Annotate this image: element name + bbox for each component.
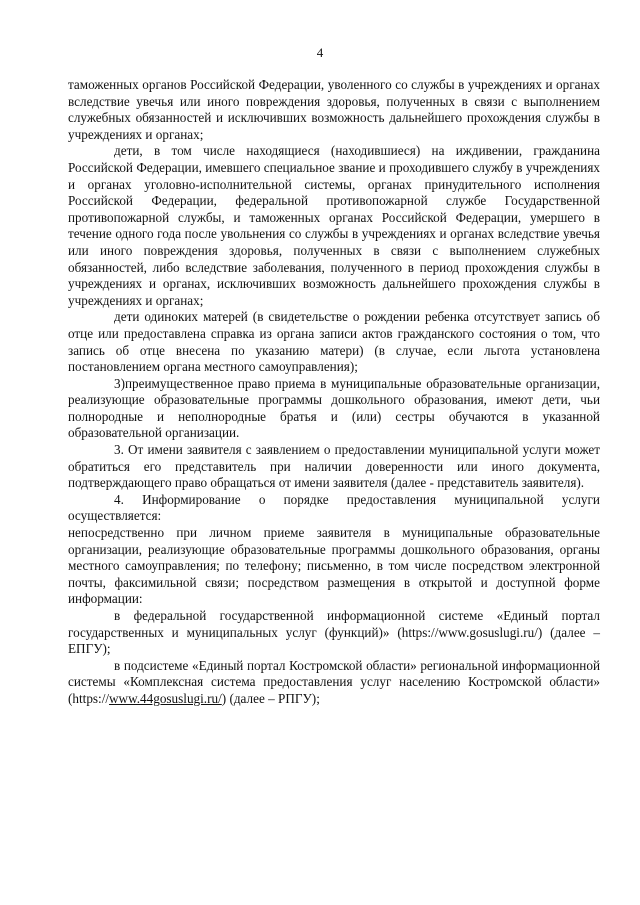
paragraph-informing-methods: непосредственно при личном приеме заявителя в муниципальные образовательные организации, реализующие образовательные программы дошкольного образования, органы местного самоуправления; по телефону; письменно, в том числе посредством электронной почты, факсимильной связи; посредством размещения в открытой и доступной форме информации: [68, 525, 600, 607]
rpgu-text-before: в подсистеме «Единый портал Костромской области» региональной информационной системы «Комплексная система предоставления услуг населению Костромской области» (https:// [68, 657, 600, 706]
paragraph-children-of-deceased: дети, в том числе находящиеся (находившиеся) на иждивении, гражданина Российской Федерации, имевшего специальное звание и проходившего службу в учреждениях и органах уголовно-исполнительной системы, органах принудительного исполнения Российской Федерации, федеральной противопожарной службе Государственной противопожарной службы, и таможенных органах Российской Федерации, умершего в течение одного года после увольнения со службы в учреждениях и органах вследствие увечья или иного повреждения здоровья, полученных в связи с выполнением служебных обязанностей, либо вследствие заболевания, полученного в период прохождения службы в учреждениях и органах, исключивших возможность дальнейшего прохождения службы в учреждениях и органах; [68, 143, 600, 308]
paragraph-informing-heading: 4. Информирование о порядке предоставления муниципальной услуги осуществляется: [68, 491, 600, 524]
paragraph-epgu: в федеральной государственной информационной системе «Единый портал государственных и муниципальных услуг (функций)» (https://www.gosuslugi.ru/) (далее – ЕПГУ); [68, 608, 600, 657]
paragraph-preferential-right: 3)преимущественное право приема в муниципальные образовательные организации, реализующие образовательные программы дошкольного образования, имеют дети, чьи полнородные и неполнородные братья и (или) сестры обучаются в указанной образовательной организации. [68, 375, 600, 441]
paragraph-single-mothers: дети одиноких матерей (в свидетельстве о рождении ребенка отсутствует запись об отце или предоставлена справка из органа записи актов гражданского состояния о том, что запись об отце внесена по указанию матери) (в случае, если льгота установлена постановлением органа местного самоуправления); [68, 309, 600, 375]
rpgu-link[interactable]: www.44gosuslugi.ru/ [109, 690, 222, 706]
paragraph-representative: 3. От имени заявителя с заявлением о предоставлении муниципальной услуги может обратиться его представитель при наличии доверенности или иного документа, подтверждающего право обращаться от имени заявителя (далее - представитель заявителя). [68, 442, 600, 491]
paragraph-rpgu [68, 658, 600, 708]
document-body [68, 77, 600, 708]
page-number: 4 [316, 45, 324, 60]
paragraph-customs-officers: таможенных органов Российской Федерации, уволенного со службы в учреждениях и органах вследствие увечья или иного повреждения здоровья, полученных в связи с выполнением служебных обязанностей и исключивших возможность дальнейшего прохождения службы в учреждениях и органах; [68, 77, 600, 142]
rpgu-text-after: ) (далее – РПГУ); [221, 690, 320, 706]
